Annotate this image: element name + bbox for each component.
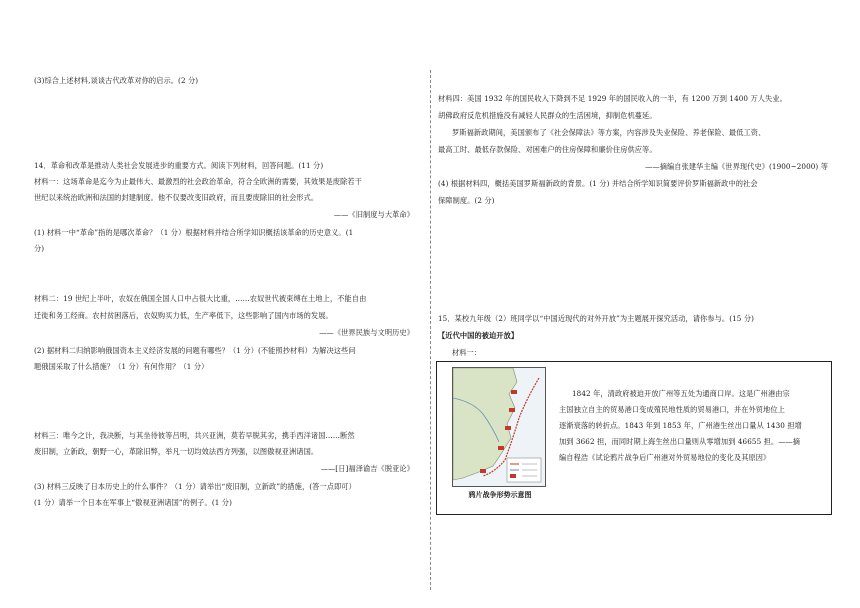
material-1-line: 材料一：这场革命是迄今为止最伟大、最激烈的社会政治革命，符合全欧洲的需要，其效果是废除若干 <box>34 177 362 186</box>
question-14-2: 题俄国采取了什么措施？（1 分）有何作用？（1 分） <box>34 362 209 371</box>
box-text-line: 加到 3662 担，而同时期上海生丝出口量则从零增加到 46655 担。——摘 <box>559 437 801 446</box>
material-3-source: ——[日]福泽谕吉《脱亚论》 <box>320 464 414 473</box>
box-text-line: 主国独立自主的贸易港口变成殖民地性质的贸易港口，并在外贸地位上 <box>559 405 785 414</box>
question-14-1: (1) 材料一中“革命”指的是哪次革命？（1 分）根据材料并结合所学知识概括该革命的历史意义。(1 <box>34 228 354 237</box>
question-13-3: (3)综合上述材料,谈谈古代改革对你的启示。(2 分) <box>34 76 199 85</box>
question-14-3: (3) 材料三反映了日本历史上的什么事件？（1 分）请举出“废旧制，立新政”的措施，(答一点即可） <box>34 482 356 491</box>
material-4-line: 罗斯福新政期间，美国颁布了《社会保障法》等方案，内容涉及失业保险、养老保险、最低工资、 <box>452 128 766 137</box>
material-4-line: 胡佛政府反危机措施没有减轻人民群众的生活困境，抑制危机蔓延。 <box>438 111 657 120</box>
opium-war-map <box>452 367 546 487</box>
material-2-line: 迁徙和务工经商。农村贫困落后，农奴购买力低，生产率低下，这些影响了国内市场的发展。 <box>34 311 333 320</box>
map-illustration <box>453 368 545 486</box>
question-14-2: (2) 据材料二归纳影响俄国资本主义经济发展的问题有哪些？（1 分）(不能照抄材料）为解决这些问 <box>34 346 356 355</box>
question-14-1: 分) <box>34 244 45 253</box>
column-divider <box>430 70 431 590</box>
question-15-stem: 15．某校九年级（2）班同学以“中国近现代的对外开放”为主题展开探究活动，请你参与。(15 分) <box>438 314 755 323</box>
box-text-line: 编自程浩《试论鸦片战争后广州港对外贸易地位的变化及其原因》 <box>559 453 771 462</box>
material-3-line: 材料三：唯今之计，我决断，与其坐待彼等吕明，共兴亚洲，莫若早脱其劣，携手西洋诸国……断然 <box>34 431 355 440</box>
question-14-4: 保障制度。(2 分) <box>438 196 495 205</box>
map-caption: 鸦片战争形势示意图 <box>468 491 532 499</box>
question-14-stem: 14．革命和改革是推动人类社会发展进步的重要方式。阅读下列材料，回答问题。(11 分) <box>34 161 324 170</box>
material-1-line: 世纪以来统治欧洲和法国的封建制度。他不仅要改变旧政府，而且要废除旧的社会形式。 <box>34 193 319 202</box>
question-14-4: (4) 根据材料四，概括美国罗斯福新政的背景。(1 分) 并结合所学知识简要评价罗斯福新政中的社会 <box>438 179 758 188</box>
question-14-3: (1 分）请举一个日本在军事上“傲视亚洲诸国”的例子。(1 分) <box>34 498 232 507</box>
material-1-source: ——《旧制度与大革命》 <box>333 210 414 219</box>
box-text-line: 逐渐衰落的转折点。1843 年到 1853 年，广州港生丝出口量从 1430 担增 <box>559 421 802 430</box>
left-column <box>0 0 428 608</box>
material-4-source: ——摘编自张建华主编《世界现代史》(1900~2000) 等 <box>645 162 828 171</box>
section-heading: 【近代中国的被迫开放】 <box>438 331 519 340</box>
material-4-line: 最高工时、最低存款保险、对困难户的住房保障和廉价住房供应等。 <box>438 145 657 154</box>
material-2-line: 材料二：19 世纪上半叶，农奴在俄国全国人口中占很大比重，……农奴世代被束缚在土地上，不能自由 <box>34 294 367 303</box>
box-text-line: 1842 年，清政府被迫开放广州等五处为通商口岸。这是广州港由宗 <box>572 389 790 398</box>
material-4-line: 材料四：美国 1932 年的国民收入下降到不足 1929 年的国民收入的一半，有 1200 万到 1400 万人失业。 <box>438 94 787 103</box>
material-3-line: 废旧制，立新政，朝野一心，革除旧弊，举凡一切均效法西方列强，以图傲视亚洲诸国。 <box>34 447 319 456</box>
material-label: 材料一： <box>452 348 482 357</box>
material-2-source: ——《世界民族与文明历史》 <box>319 328 414 337</box>
